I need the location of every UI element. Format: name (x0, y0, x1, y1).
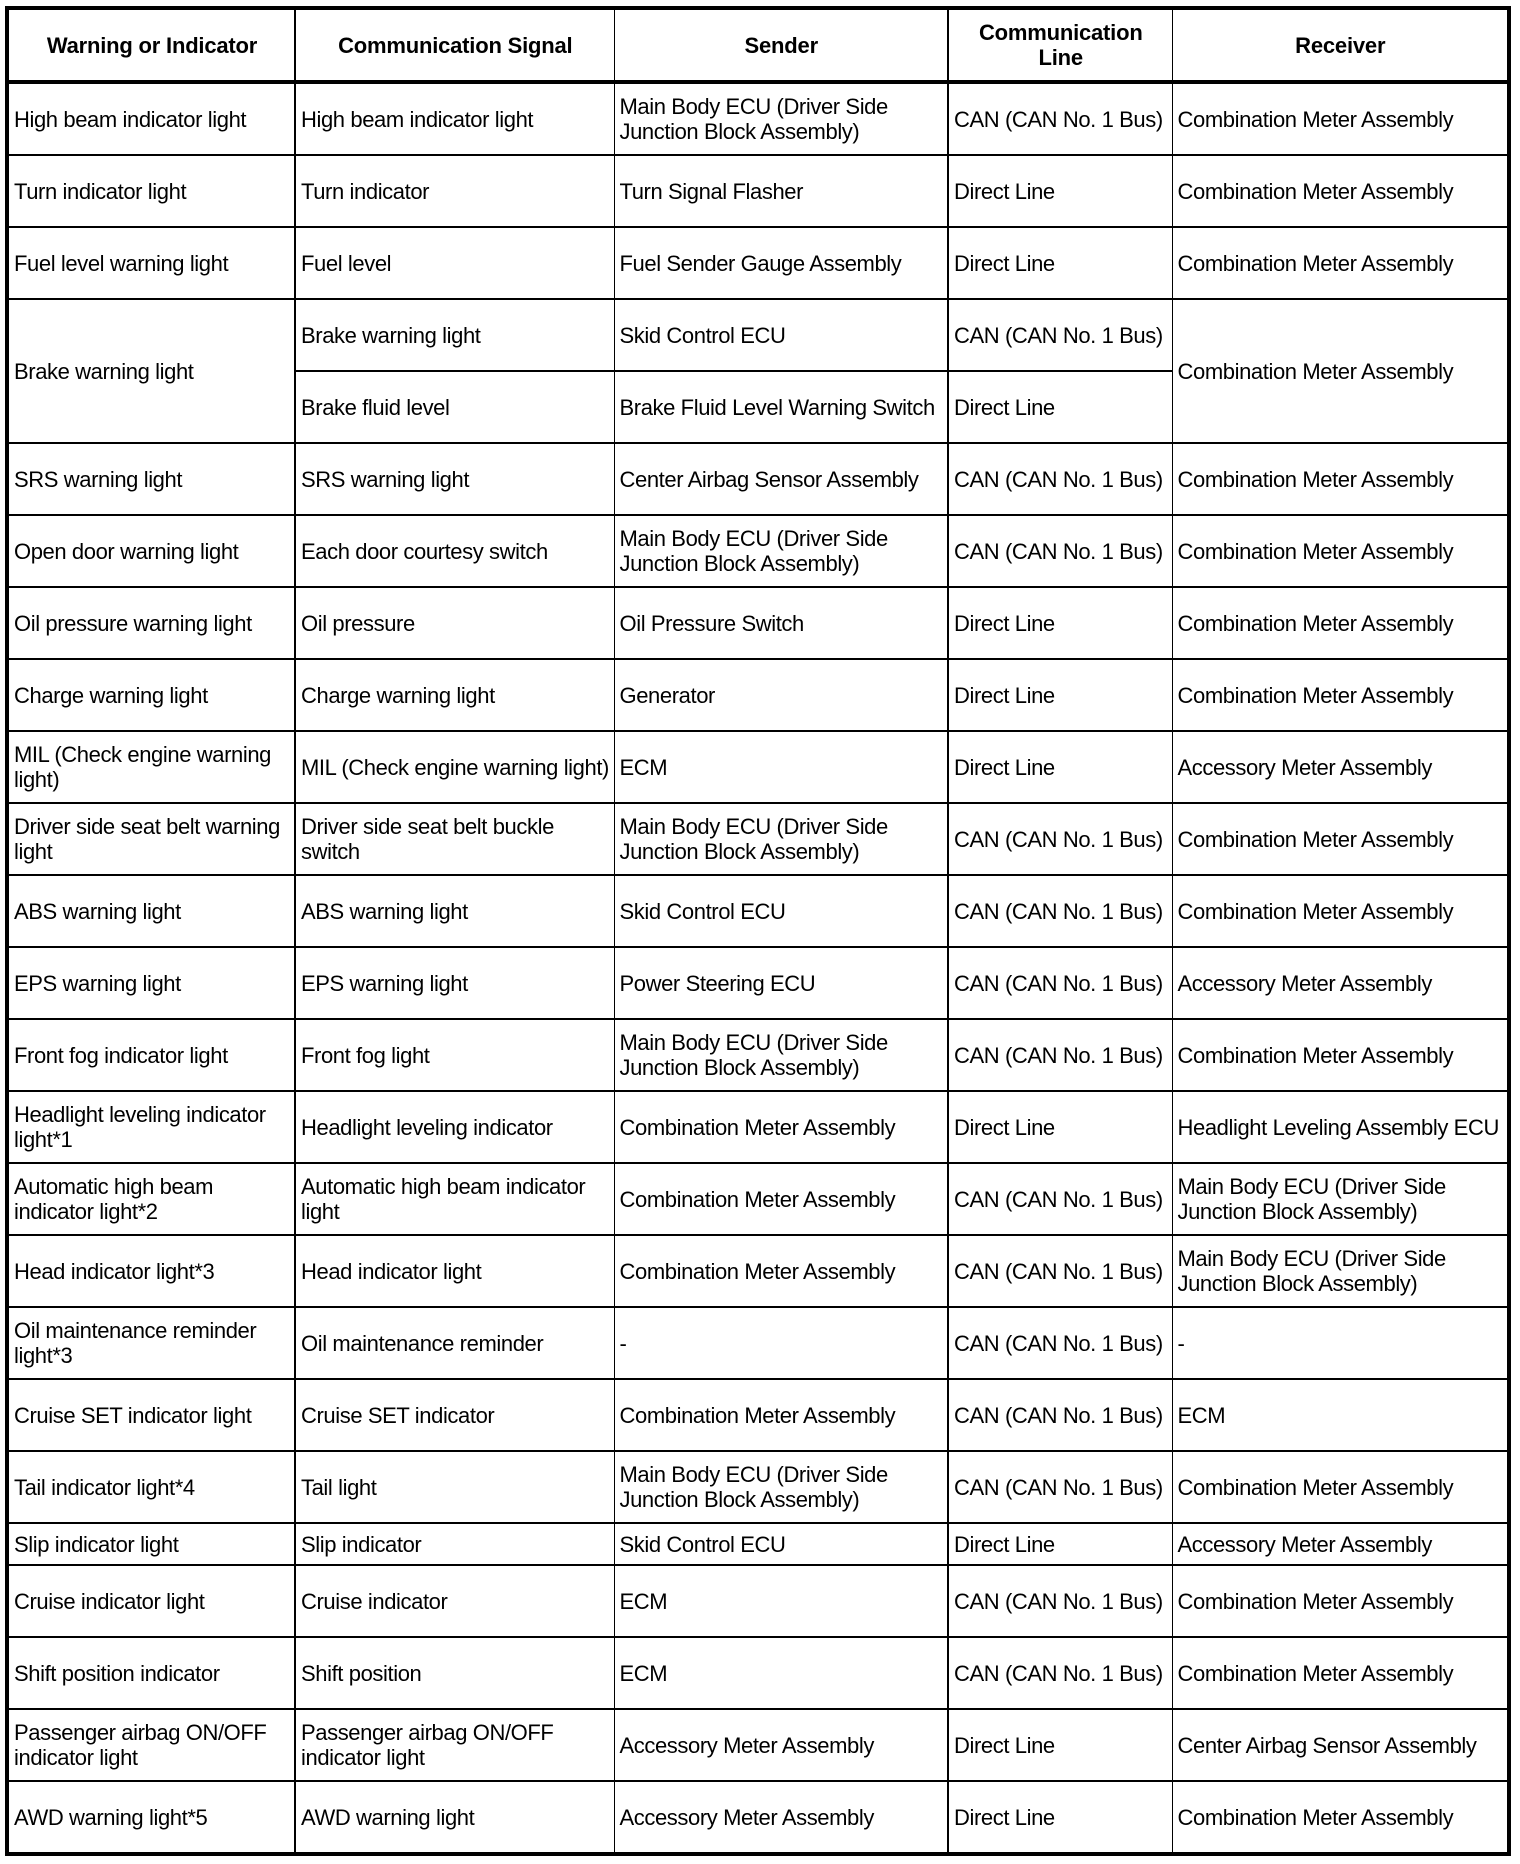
cell-communication-signal: Fuel level (295, 227, 614, 299)
cell-sender: Center Airbag Sensor Assembly (614, 443, 948, 515)
cell-warning-or-indicator: Turn indicator light (7, 155, 295, 227)
cell-warning-or-indicator: High beam indicator light (7, 82, 295, 155)
table-row (7, 1163, 1509, 1235)
table-row (7, 82, 1509, 155)
cell-sender: Turn Signal Flasher (614, 155, 948, 227)
cell-communication-signal: Front fog light (295, 1019, 614, 1091)
cell-sender: Combination Meter Assembly (614, 1163, 948, 1235)
cell-communication-signal: AWD warning light (295, 1781, 614, 1854)
table-row (7, 1307, 1509, 1379)
cell-warning-or-indicator: Cruise SET indicator light (7, 1379, 295, 1451)
table-row (7, 1523, 1509, 1565)
cell-sender: Skid Control ECU (614, 875, 948, 947)
table-row (7, 947, 1509, 1019)
header-sender: Sender (614, 8, 948, 82)
cell-sender: Accessory Meter Assembly (614, 1709, 948, 1781)
cell-communication-line: Direct Line (948, 731, 1172, 803)
cell-communication-signal: ABS warning light (295, 875, 614, 947)
table-row (7, 1091, 1509, 1163)
cell-communication-line: CAN (CAN No. 1 Bus) (948, 1451, 1172, 1523)
cell-sender: Brake Fluid Level Warning Switch (614, 371, 948, 443)
cell-warning-or-indicator: Front fog indicator light (7, 1019, 295, 1091)
table-row (7, 1709, 1509, 1781)
table-row (7, 803, 1509, 875)
table-row (7, 875, 1509, 947)
cell-sender: Main Body ECU (Driver Side Junction Block Assembly) (614, 82, 948, 155)
cell-communication-line: CAN (CAN No. 1 Bus) (948, 1019, 1172, 1091)
cell-receiver: Combination Meter Assembly (1172, 299, 1509, 443)
cell-warning-or-indicator: Driver side seat belt warning light (7, 803, 295, 875)
cell-communication-line: Direct Line (948, 155, 1172, 227)
cell-communication-line: Direct Line (948, 587, 1172, 659)
cell-sender: Fuel Sender Gauge Assembly (614, 227, 948, 299)
header-receiver: Receiver (1172, 8, 1509, 82)
cell-warning-or-indicator: Charge warning light (7, 659, 295, 731)
cell-communication-signal: Brake warning light (295, 299, 614, 371)
cell-warning-or-indicator: Oil pressure warning light (7, 587, 295, 659)
cell-warning-or-indicator: SRS warning light (7, 443, 295, 515)
cell-communication-signal: MIL (Check engine warning light) (295, 731, 614, 803)
cell-receiver: Headlight Leveling Assembly ECU (1172, 1091, 1509, 1163)
table-body (7, 82, 1509, 1854)
cell-communication-signal: Cruise indicator (295, 1565, 614, 1637)
cell-sender: Main Body ECU (Driver Side Junction Block Assembly) (614, 1451, 948, 1523)
header-communication-line: Communication Line (948, 8, 1172, 82)
cell-warning-or-indicator: Head indicator light*3 (7, 1235, 295, 1307)
cell-communication-signal: Driver side seat belt buckle switch (295, 803, 614, 875)
cell-receiver: Combination Meter Assembly (1172, 443, 1509, 515)
cell-communication-signal: SRS warning light (295, 443, 614, 515)
cell-warning-or-indicator: EPS warning light (7, 947, 295, 1019)
cell-communication-signal: Headlight leveling indicator (295, 1091, 614, 1163)
cell-communication-line: Direct Line (948, 227, 1172, 299)
cell-sender: Generator (614, 659, 948, 731)
table-row (7, 1565, 1509, 1637)
cell-receiver: Combination Meter Assembly (1172, 82, 1509, 155)
cell-receiver: Combination Meter Assembly (1172, 1637, 1509, 1709)
cell-communication-signal: Shift position (295, 1637, 614, 1709)
cell-warning-or-indicator: Fuel level warning light (7, 227, 295, 299)
table-row (7, 155, 1509, 227)
cell-sender: Main Body ECU (Driver Side Junction Block Assembly) (614, 515, 948, 587)
cell-sender: Accessory Meter Assembly (614, 1781, 948, 1854)
cell-communication-line: CAN (CAN No. 1 Bus) (948, 1235, 1172, 1307)
table-row (7, 443, 1509, 515)
cell-warning-or-indicator: Slip indicator light (7, 1523, 295, 1565)
cell-receiver: Combination Meter Assembly (1172, 1781, 1509, 1854)
cell-receiver: Combination Meter Assembly (1172, 515, 1509, 587)
cell-communication-line: CAN (CAN No. 1 Bus) (948, 299, 1172, 371)
cell-communication-line: Direct Line (948, 1781, 1172, 1854)
table-row (7, 1235, 1509, 1307)
cell-communication-line: CAN (CAN No. 1 Bus) (948, 1307, 1172, 1379)
cell-receiver: Accessory Meter Assembly (1172, 1523, 1509, 1565)
cell-receiver: Main Body ECU (Driver Side Junction Block Assembly) (1172, 1163, 1509, 1235)
table-row (7, 731, 1509, 803)
table-row (7, 515, 1509, 587)
cell-receiver: Combination Meter Assembly (1172, 1565, 1509, 1637)
cell-sender: ECM (614, 1565, 948, 1637)
cell-communication-signal: Head indicator light (295, 1235, 614, 1307)
table-row (7, 1637, 1509, 1709)
table-row (7, 1451, 1509, 1523)
cell-communication-line: Direct Line (948, 1523, 1172, 1565)
cell-communication-signal: Passenger airbag ON/OFF indicator light (295, 1709, 614, 1781)
cell-warning-or-indicator: Tail indicator light*4 (7, 1451, 295, 1523)
cell-communication-line: CAN (CAN No. 1 Bus) (948, 947, 1172, 1019)
cell-sender: Power Steering ECU (614, 947, 948, 1019)
cell-communication-line: CAN (CAN No. 1 Bus) (948, 82, 1172, 155)
table-row (7, 227, 1509, 299)
cell-communication-line: Direct Line (948, 1091, 1172, 1163)
cell-communication-signal: High beam indicator light (295, 82, 614, 155)
cell-communication-line: CAN (CAN No. 1 Bus) (948, 803, 1172, 875)
cell-communication-signal: Oil maintenance reminder (295, 1307, 614, 1379)
cell-communication-signal: Each door courtesy switch (295, 515, 614, 587)
cell-communication-line: CAN (CAN No. 1 Bus) (948, 1565, 1172, 1637)
cell-communication-line: CAN (CAN No. 1 Bus) (948, 1637, 1172, 1709)
cell-warning-or-indicator: Open door warning light (7, 515, 295, 587)
cell-receiver: ECM (1172, 1379, 1509, 1451)
header-warning-or-indicator: Warning or Indicator (7, 8, 295, 82)
cell-communication-signal: Oil pressure (295, 587, 614, 659)
cell-warning-or-indicator: MIL (Check engine warning light) (7, 731, 295, 803)
cell-communication-signal: Tail light (295, 1451, 614, 1523)
cell-receiver: Combination Meter Assembly (1172, 155, 1509, 227)
cell-communication-signal: Turn indicator (295, 155, 614, 227)
cell-sender: Combination Meter Assembly (614, 1235, 948, 1307)
table-row (7, 1379, 1509, 1451)
cell-sender: Combination Meter Assembly (614, 1091, 948, 1163)
cell-receiver: Combination Meter Assembly (1172, 875, 1509, 947)
cell-communication-line: CAN (CAN No. 1 Bus) (948, 515, 1172, 587)
cell-communication-signal: Automatic high beam indicator light (295, 1163, 614, 1235)
cell-sender: Main Body ECU (Driver Side Junction Block Assembly) (614, 1019, 948, 1091)
cell-warning-or-indicator: Oil maintenance reminder light*3 (7, 1307, 295, 1379)
cell-communication-signal: Cruise SET indicator (295, 1379, 614, 1451)
table-row (7, 659, 1509, 731)
cell-sender: - (614, 1307, 948, 1379)
cell-warning-or-indicator: Brake warning light (7, 299, 295, 443)
cell-receiver: Combination Meter Assembly (1172, 1019, 1509, 1091)
cell-warning-or-indicator: ABS warning light (7, 875, 295, 947)
cell-warning-or-indicator: Passenger airbag ON/OFF indicator light (7, 1709, 295, 1781)
cell-warning-or-indicator: Automatic high beam indicator light*2 (7, 1163, 295, 1235)
cell-receiver: Combination Meter Assembly (1172, 587, 1509, 659)
cell-communication-line: CAN (CAN No. 1 Bus) (948, 875, 1172, 947)
cell-sender: ECM (614, 1637, 948, 1709)
cell-receiver: Main Body ECU (Driver Side Junction Block Assembly) (1172, 1235, 1509, 1307)
cell-communication-signal: Brake fluid level (295, 371, 614, 443)
cell-sender: ECM (614, 731, 948, 803)
cell-sender: Combination Meter Assembly (614, 1379, 948, 1451)
cell-communication-signal: Slip indicator (295, 1523, 614, 1565)
cell-communication-line: CAN (CAN No. 1 Bus) (948, 1379, 1172, 1451)
table-row (7, 1781, 1509, 1854)
cell-receiver: Combination Meter Assembly (1172, 659, 1509, 731)
cell-receiver: - (1172, 1307, 1509, 1379)
cell-sender: Oil Pressure Switch (614, 587, 948, 659)
cell-receiver: Accessory Meter Assembly (1172, 731, 1509, 803)
cell-receiver: Accessory Meter Assembly (1172, 947, 1509, 1019)
header-row (7, 8, 1509, 82)
cell-warning-or-indicator: AWD warning light*5 (7, 1781, 295, 1854)
table-row (7, 587, 1509, 659)
warning-indicator-table (5, 6, 1511, 1856)
cell-communication-signal: Charge warning light (295, 659, 614, 731)
cell-receiver: Combination Meter Assembly (1172, 1451, 1509, 1523)
cell-sender: Skid Control ECU (614, 1523, 948, 1565)
cell-communication-line: CAN (CAN No. 1 Bus) (948, 1163, 1172, 1235)
table-row (7, 1019, 1509, 1091)
cell-sender: Skid Control ECU (614, 299, 948, 371)
cell-sender: Main Body ECU (Driver Side Junction Block Assembly) (614, 803, 948, 875)
cell-receiver: Combination Meter Assembly (1172, 803, 1509, 875)
table-row (7, 299, 1509, 371)
cell-communication-line: Direct Line (948, 1709, 1172, 1781)
cell-warning-or-indicator: Cruise indicator light (7, 1565, 295, 1637)
cell-receiver: Center Airbag Sensor Assembly (1172, 1709, 1509, 1781)
cell-communication-line: Direct Line (948, 371, 1172, 443)
cell-communication-line: Direct Line (948, 659, 1172, 731)
cell-communication-signal: EPS warning light (295, 947, 614, 1019)
cell-warning-or-indicator: Shift position indicator (7, 1637, 295, 1709)
cell-receiver: Combination Meter Assembly (1172, 227, 1509, 299)
cell-warning-or-indicator: Headlight leveling indicator light*1 (7, 1091, 295, 1163)
cell-communication-line: CAN (CAN No. 1 Bus) (948, 443, 1172, 515)
header-communication-signal: Communication Signal (295, 8, 614, 82)
